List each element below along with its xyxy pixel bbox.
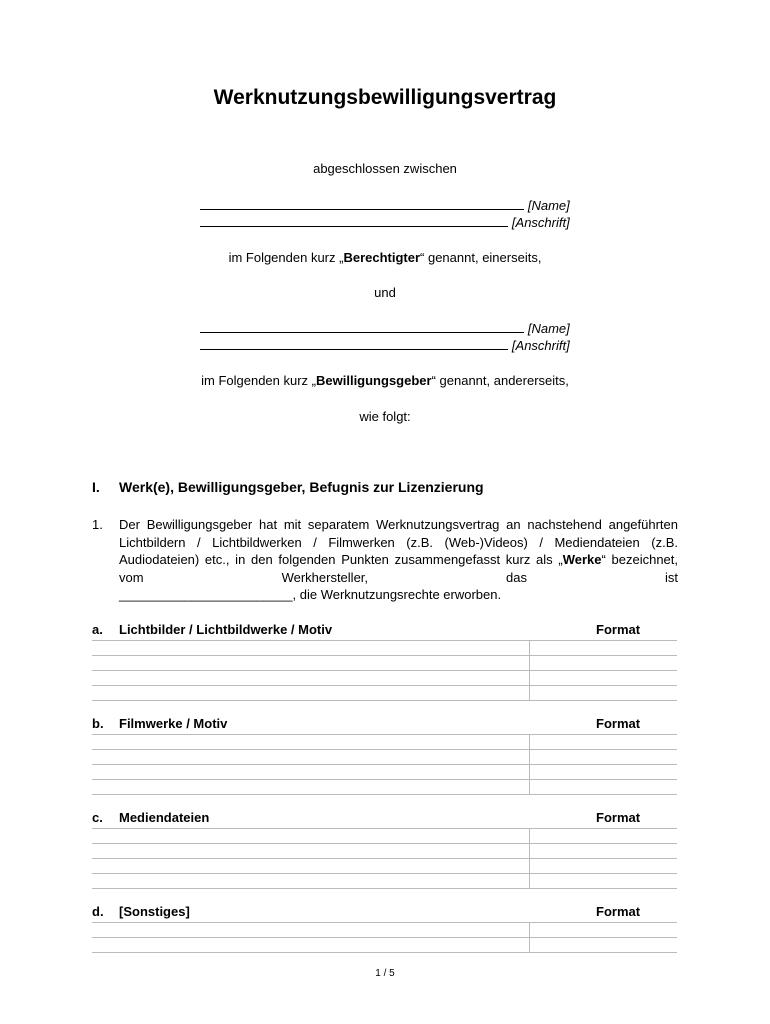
party1-address-line bbox=[0, 214, 770, 230]
table-header bbox=[92, 904, 677, 923]
table-header bbox=[92, 716, 677, 735]
table-letter: a. bbox=[92, 622, 103, 637]
address-blank[interactable] bbox=[200, 214, 508, 227]
name-hint: [Name] bbox=[527, 198, 570, 213]
table-row[interactable] bbox=[92, 829, 677, 844]
table-letter: d. bbox=[92, 904, 104, 919]
address-hint: [Anschrift] bbox=[511, 215, 570, 230]
table-row[interactable] bbox=[92, 923, 677, 938]
table-row[interactable] bbox=[92, 874, 677, 889]
table-letter: c. bbox=[92, 810, 103, 825]
table-row[interactable] bbox=[92, 938, 677, 953]
works-table-a bbox=[92, 622, 677, 701]
document-title: Werknutzungsbewilligungsvertrag bbox=[213, 86, 557, 109]
table-row[interactable] bbox=[92, 735, 677, 750]
table-row[interactable] bbox=[92, 750, 677, 765]
paragraph-main bbox=[119, 516, 678, 586]
paragraph-term: Werke bbox=[562, 552, 602, 568]
name-blank[interactable] bbox=[200, 320, 524, 333]
paragraph-part-a: Der Bewilligungsgeber hat mit separatem Werknutzungsvertrag an nachstehend angeführten Lichtbildern / Lichtbildwerken / Filmwerken (z.B. (Web-)Videos) / Mediendateien (z.B. Audiodateien) etc., in den folgenden Punkten zusammengefasst kurz als „ bbox=[119, 517, 678, 568]
table-row[interactable] bbox=[92, 641, 677, 656]
table-row[interactable] bbox=[92, 780, 677, 795]
table-format-header: Format bbox=[596, 904, 641, 919]
name-blank[interactable] bbox=[200, 197, 524, 210]
section-heading bbox=[92, 479, 484, 495]
page-number: 1 / 5 bbox=[375, 968, 395, 979]
paragraph-end: ________________________, die Werknutzungsrechte erworben. bbox=[119, 587, 502, 603]
and-text: und bbox=[374, 285, 396, 300]
table-row[interactable] bbox=[92, 671, 677, 686]
table-row[interactable] bbox=[92, 686, 677, 701]
table-row[interactable] bbox=[92, 859, 677, 874]
party2-description bbox=[0, 373, 770, 388]
desc-pre: im Folgenden kurz „ bbox=[228, 250, 344, 265]
table-header bbox=[92, 622, 677, 641]
section-title: Werk(e), Bewilligungsgeber, Befugnis zur Lizenzierung bbox=[119, 479, 484, 495]
section-number: I. bbox=[92, 479, 100, 495]
table-header bbox=[92, 810, 677, 829]
party2-address-line bbox=[0, 337, 770, 353]
table-format-header: Format bbox=[596, 810, 641, 825]
name-hint: [Name] bbox=[527, 321, 570, 336]
address-hint: [Anschrift] bbox=[511, 338, 570, 353]
paragraph-1 bbox=[92, 516, 678, 604]
works-table-c bbox=[92, 810, 677, 889]
desc-term: Bewilligungsgeber bbox=[316, 373, 432, 388]
desc-post: “ genannt, andererseits, bbox=[431, 373, 569, 388]
intro-text: abgeschlossen zwischen bbox=[313, 161, 457, 176]
party1-description bbox=[0, 250, 770, 265]
works-table-b bbox=[92, 716, 677, 795]
paragraph-text bbox=[119, 516, 678, 604]
address-blank[interactable] bbox=[200, 337, 508, 350]
table-label: Mediendateien bbox=[119, 810, 210, 825]
table-label: Lichtbilder / Lichtbildwerke / Motiv bbox=[119, 622, 333, 637]
table-row[interactable] bbox=[92, 765, 677, 780]
table-letter: b. bbox=[92, 716, 104, 731]
party1-name-line bbox=[0, 197, 770, 213]
table-row[interactable] bbox=[92, 656, 677, 671]
table-row[interactable] bbox=[92, 844, 677, 859]
table-format-header: Format bbox=[596, 622, 641, 637]
works-table-d bbox=[92, 904, 677, 953]
desc-post: “ genannt, einerseits, bbox=[420, 250, 542, 265]
party2-name-line bbox=[0, 320, 770, 336]
table-label: Filmwerke / Motiv bbox=[119, 716, 228, 731]
table-label: [Sonstiges] bbox=[119, 904, 190, 919]
as-follows-text: wie folgt: bbox=[359, 409, 411, 424]
desc-term: Berechtigter bbox=[343, 250, 421, 265]
paragraph-number: 1. bbox=[92, 517, 103, 532]
desc-pre: im Folgenden kurz „ bbox=[201, 373, 316, 388]
table-format-header: Format bbox=[596, 716, 641, 731]
paragraph-part-b: “ bezeichnet, vom Werkhersteller, das ist bbox=[119, 552, 679, 585]
